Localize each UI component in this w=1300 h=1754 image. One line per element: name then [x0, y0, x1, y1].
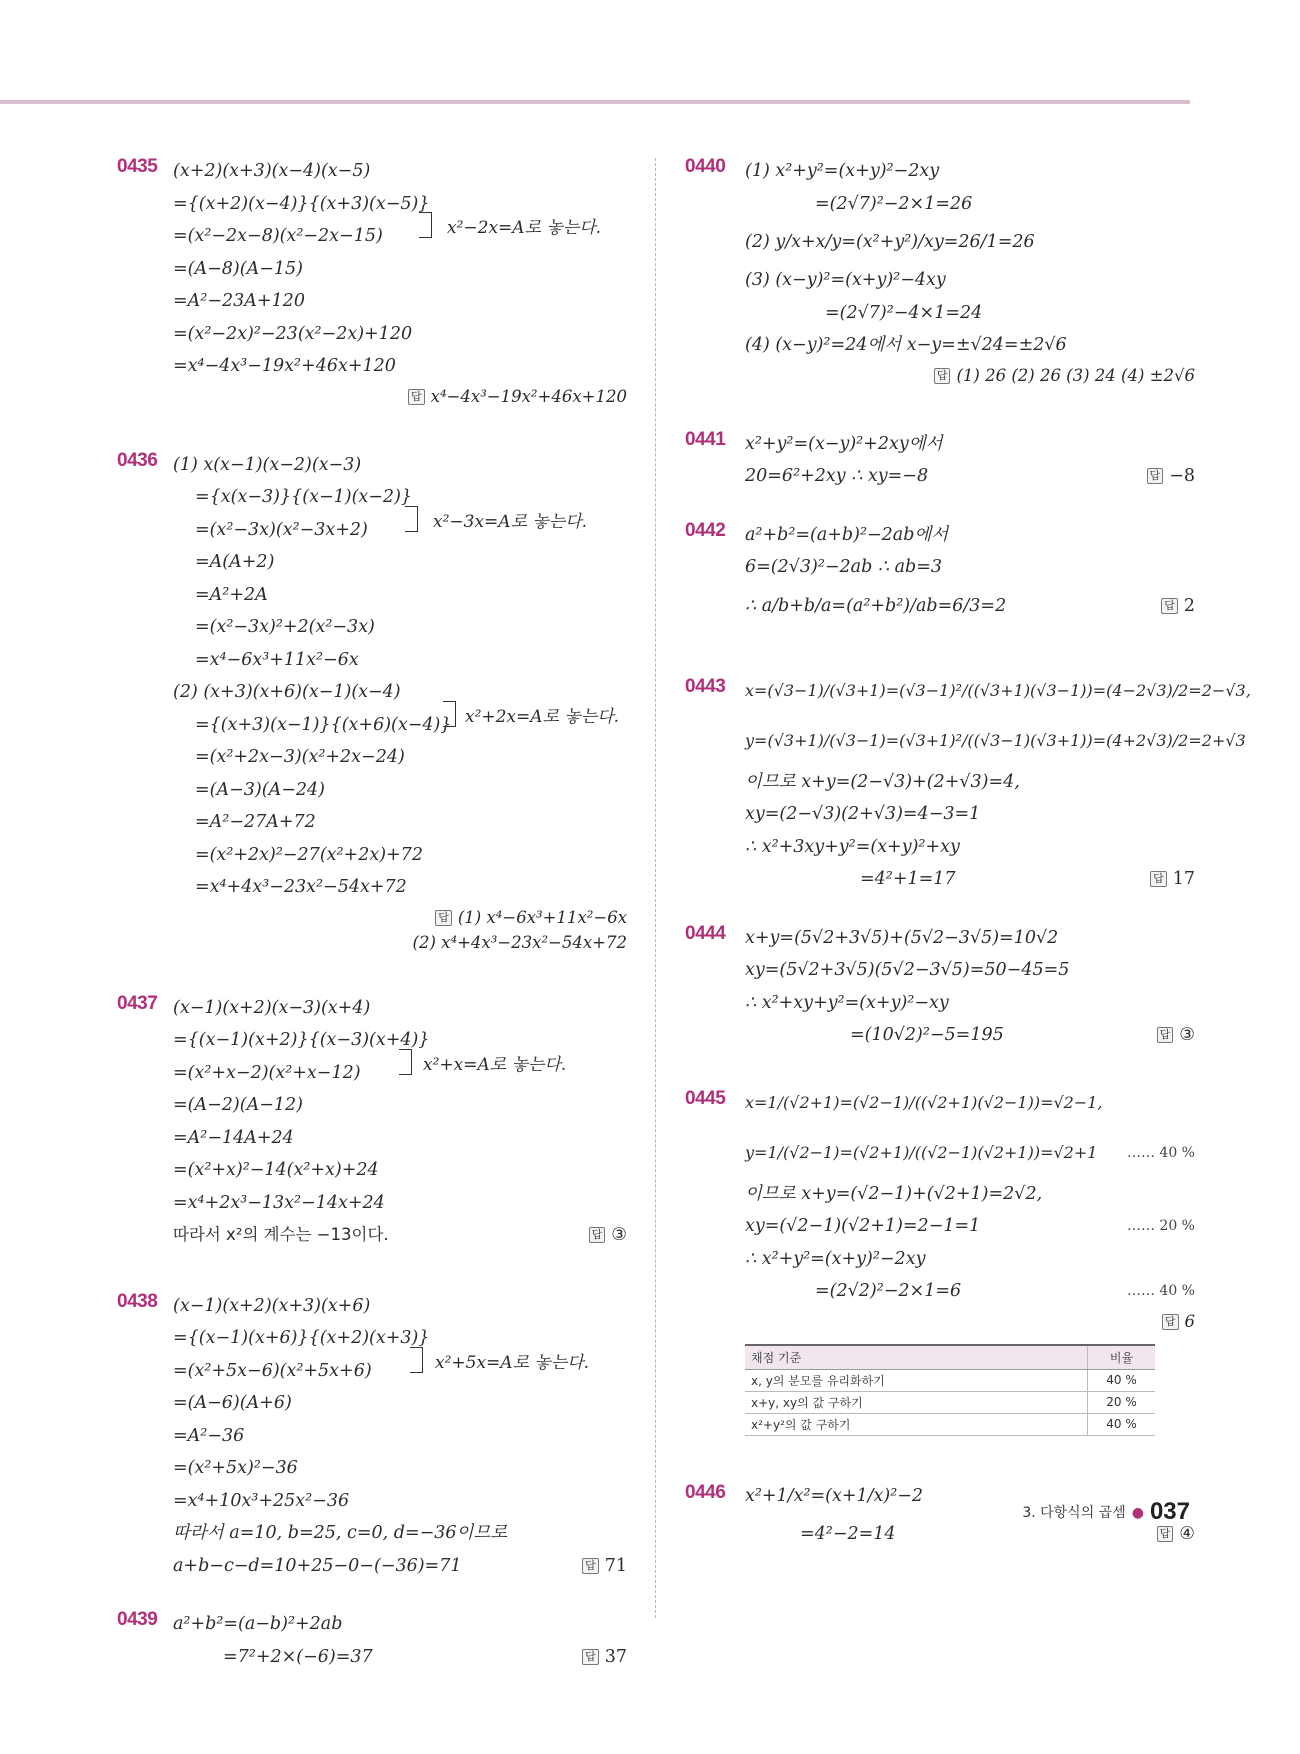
problem-number: 0446 — [685, 1481, 726, 1503]
solution-line: ={(x+2)(x−4)}{(x+3)(x−5)} — [173, 193, 430, 214]
solution-line: x=(√3−1)/(√3+1)=(√3−1)²/((√3+1)(√3−1))=(4−2√3)/2=2−√3, — [745, 680, 1251, 700]
solution-line: ={(x+3)(x−1)}{(x+6)(x−4)} — [195, 714, 452, 735]
solution-line — [745, 1128, 1195, 1178]
solution-text: ∴ a/b+b/a=(a²+b²)/ab=6/3=2 — [745, 595, 1007, 616]
solution-line: (2) (x+3)(x+6)(x−1)(x−4) — [173, 682, 401, 702]
substitution-note: x²+5x=A로 놓는다. — [435, 1352, 590, 1373]
scoring-header: 채점 기준 — [745, 1345, 1088, 1370]
answer-value: x⁴−4x³−19x²+46x+120 — [430, 386, 627, 406]
solution-line: =(x²−2x−8)(x²−2x−15) — [173, 226, 383, 246]
problem-0435 — [117, 155, 627, 411]
solution-line: ∴ x²+xy+y²=(x+y)²−xy — [745, 992, 949, 1013]
solution-line — [745, 1210, 1195, 1243]
answer-line — [117, 932, 627, 954]
solution-line: ∴ x²+y²=(x+y)²−2xy — [745, 1248, 926, 1269]
answer-tag: 답 — [589, 1227, 606, 1243]
solution-line: =(A−2)(A−12) — [173, 1095, 303, 1115]
problem-0439 — [117, 1608, 627, 1673]
solution-line: =(x²+x−2)(x²+x−12) — [173, 1062, 361, 1083]
problem-0438 — [117, 1290, 627, 1583]
table-row — [745, 1369, 1155, 1391]
conclusion-text: a+b−c−d=10+25−0−(−36)=71 — [173, 1555, 462, 1576]
substitution-note: x²+2x=A로 놓는다. — [465, 706, 620, 727]
problem-0443 — [685, 666, 1251, 896]
problem-0441 — [685, 428, 1195, 493]
solution-text: =4²+1=17 — [860, 869, 956, 889]
solution-line: =A²−14A+24 — [173, 1127, 294, 1148]
problem-number: 0435 — [117, 156, 158, 177]
scoring-header: 비율 — [1088, 1345, 1156, 1370]
solution-line — [745, 584, 1195, 628]
solution-text: =(2√2)²−2×1=6 — [815, 1281, 962, 1301]
solution-line: =(2√7)²−4×1=24 — [825, 302, 983, 323]
solution-line: (x−1)(x+2)(x−3)(x+4) — [173, 997, 371, 1018]
solution-text: 20=6²+2xy ∴ xy=−8 — [745, 466, 929, 486]
answer-line — [117, 383, 627, 411]
solution-text: xy=(√2−1)(√2+1)=2−1=1 — [745, 1216, 981, 1236]
bullet-icon: ● — [1131, 1505, 1144, 1521]
problem-number: 0440 — [685, 156, 726, 177]
solution-line: =(A−8)(A−15) — [173, 258, 303, 279]
answer-tag: 답 — [408, 389, 425, 405]
solution-line: =x⁴+4x³−23x²−54x+72 — [195, 877, 407, 897]
left-column — [117, 155, 627, 1673]
answer-value: 37 — [604, 1646, 627, 1667]
scoring-criterion: x+y, xy의 값 구하기 — [745, 1391, 1088, 1413]
solution-text: =4²−2=14 — [800, 1523, 896, 1544]
solution-line: (1) x(x−1)(x−2)(x−3) — [173, 454, 362, 475]
answer-line — [685, 362, 1195, 390]
table-row — [745, 1391, 1155, 1413]
header-rule — [0, 100, 1190, 104]
solution-line: =(x²+2x)²−27(x²+2x)+72 — [195, 844, 423, 865]
answer-value: ④ — [1179, 1523, 1195, 1544]
answer-tag: 답 — [435, 910, 452, 926]
substitution-bracket — [443, 701, 456, 727]
answer-tag: 답 — [934, 368, 951, 384]
solution-line: =(A−3)(A−24) — [195, 779, 325, 800]
answer-line — [745, 1308, 1195, 1336]
answer-tag: 답 — [582, 1558, 599, 1574]
problem-number: 0445 — [685, 1087, 726, 1109]
solution-text: =7²+2×(−6)=37 — [223, 1646, 373, 1667]
solution-line: 이므로 x+y=(√2−1)+(√2+1)=2√2, — [745, 1183, 1043, 1204]
answer-value: ③ — [1179, 1025, 1195, 1045]
score-percent: …… 20 % — [1126, 1218, 1195, 1234]
answer-value: (2) x⁴+4x³−23x²−54x+72 — [412, 932, 627, 952]
solution-line: xy=(5√2+3√5)(5√2−3√5)=50−45=5 — [745, 960, 1070, 980]
solution-line: =A²−23A+120 — [173, 291, 305, 311]
solution-line: (x+2)(x+3)(x−4)(x−5) — [173, 161, 371, 181]
answer-value: (1) x⁴−6x³+11x²−6x — [457, 907, 627, 927]
substitution-bracket — [399, 1049, 412, 1075]
problem-number: 0437 — [117, 992, 158, 1014]
solution-line: (2) y/x+x/y=(x²+y²)/xy=26/1=26 — [745, 232, 1035, 252]
answer-tag: 답 — [1162, 1314, 1179, 1330]
solution-line: =(x²−3x)(x²−3x+2) — [195, 519, 368, 540]
problem-number: 0439 — [117, 1609, 158, 1630]
solution-text: y=1/(√2−1)=(√2+1)/((√2−1)(√2+1))=√2+1 — [745, 1142, 1098, 1162]
scoring-criterion: x²+y²의 값 구하기 — [745, 1413, 1088, 1435]
solution-line — [173, 1219, 627, 1252]
solution-line: =(x²−3x)²+2(x²−3x) — [195, 617, 375, 637]
substitution-note: x²+x=A로 놓는다. — [423, 1054, 567, 1075]
solution-line: =x⁴−4x³−19x²+46x+120 — [173, 356, 396, 376]
solution-line: ∴ x²+3xy+y²=(x+y)²+xy — [745, 836, 960, 857]
answer-value: ③ — [611, 1225, 627, 1245]
solution-line: ={x(x−3)}{(x−1)(x−2)} — [195, 487, 413, 507]
score-percent: …… 40 % — [1126, 1283, 1195, 1299]
answer-tag: 답 — [1150, 871, 1167, 887]
answer-value: 6 — [1184, 1311, 1195, 1331]
solution-line — [745, 460, 1195, 493]
solution-line: =(2√7)²−2×1=26 — [815, 193, 973, 214]
solution-line: =x⁴−6x³+11x²−6x — [195, 649, 359, 670]
chapter-title: 3. 다항식의 곱셈 — [1022, 1505, 1126, 1521]
solution-line: =(x²+2x−3)(x²+2x−24) — [195, 747, 405, 767]
solution-line: =A²−27A+72 — [195, 812, 316, 832]
solution-line: =(x²+5x−6)(x²+5x+6) — [173, 1360, 372, 1381]
substitution-bracket — [419, 212, 432, 238]
solution-line: (1) x²+y²=(x+y)²−2xy — [745, 161, 940, 181]
solution-line — [745, 1019, 1195, 1052]
answer-tag: 답 — [1157, 1027, 1174, 1043]
answer-value: (1) 26 (2) 26 (3) 24 (4) ±2√6 — [956, 365, 1195, 385]
solution-line: x²+y²=(x−y)²+2xy에서 — [745, 433, 943, 454]
solution-line: 이므로 x+y=(2−√3)+(2+√3)=4, — [745, 771, 1020, 792]
solution-line: =A²+2A — [195, 584, 268, 605]
solution-line: =A²−36 — [173, 1425, 245, 1446]
problem-number: 0443 — [685, 675, 726, 697]
page-number: 037 — [1149, 1498, 1190, 1525]
problem-0437 — [117, 992, 627, 1252]
table-row — [745, 1413, 1155, 1435]
problem-0444 — [685, 922, 1195, 1052]
scoring-ratio: 20 % — [1088, 1391, 1156, 1413]
solution-line — [173, 1550, 627, 1583]
page-footer — [1022, 1498, 1190, 1526]
solution-line: 6=(2√3)²−2ab ∴ ab=3 — [745, 557, 943, 577]
solution-text: =(10√2)²−5=195 — [850, 1025, 1004, 1045]
answer-tag: 답 — [582, 1649, 599, 1665]
solution-line: (4) (x−y)²=24에서 x−y=±√24=±2√6 — [745, 335, 1067, 355]
problem-0445 — [685, 1078, 1195, 1436]
solution-line: 따라서 a=10, b=25, c=0, d=−36이므로 — [173, 1523, 508, 1543]
column-divider — [655, 158, 656, 1618]
answer-value: −8 — [1169, 466, 1195, 486]
solution-line: ={(x−1)(x+6)}{(x+2)(x+3)} — [173, 1328, 430, 1348]
problem-number: 0441 — [685, 428, 726, 450]
answer-value: 17 — [1172, 869, 1195, 889]
substitution-bracket — [410, 1347, 423, 1373]
solution-line: =x⁴+10x³+25x²−36 — [173, 1490, 350, 1511]
solution-line: =x⁴+2x³−13x²−14x+24 — [173, 1192, 385, 1213]
conclusion-text: 따라서 x²의 계수는 −13이다. — [173, 1225, 389, 1244]
problem-0436 — [117, 449, 627, 954]
score-percent: …… 40 % — [1126, 1144, 1195, 1161]
solution-line: x+y=(5√2+3√5)+(5√2−3√5)=10√2 — [745, 927, 1059, 948]
answer-line — [117, 904, 627, 932]
substitution-note: x²−2x=A로 놓는다. — [447, 218, 602, 238]
solution-line: a²+b²=(a+b)²−2ab에서 — [745, 524, 949, 545]
solution-line: =(A−6)(A+6) — [173, 1393, 292, 1413]
solution-line: =(x²+5x)²−36 — [173, 1458, 298, 1478]
scoring-ratio: 40 % — [1088, 1369, 1156, 1391]
scoring-criterion: x, y의 분모를 유리화하기 — [745, 1369, 1088, 1391]
problem-0440 — [685, 155, 1195, 390]
answer-value: 2 — [1183, 595, 1195, 616]
answer-value: 71 — [604, 1555, 627, 1576]
solution-line: =(x²−2x)²−23(x²−2x)+120 — [173, 323, 413, 344]
solution-line: a²+b²=(a−b)²+2ab — [173, 1614, 343, 1634]
solution-line: xy=(2−√3)(2+√3)=4−3=1 — [745, 804, 981, 824]
problem-number: 0436 — [117, 449, 158, 471]
solution-line — [173, 1641, 627, 1674]
solution-line: ={(x−1)(x+2)}{(x−3)(x+4)} — [173, 1030, 430, 1050]
scoring-ratio: 40 % — [1088, 1413, 1156, 1435]
substitution-bracket — [405, 506, 418, 532]
problem-number: 0438 — [117, 1290, 158, 1312]
answer-tag: 답 — [1161, 598, 1178, 614]
solution-line: (x−1)(x+2)(x+3)(x+6) — [173, 1295, 371, 1316]
scoring-table — [745, 1344, 1155, 1436]
right-column — [685, 155, 1251, 1550]
solution-line: =(x²+x)²−14(x²+x)+24 — [173, 1160, 379, 1180]
problem-number: 0444 — [685, 922, 726, 944]
answer-tag: 답 — [1147, 468, 1164, 484]
solution-line: x=1/(√2+1)=(√2−1)/((√2+1)(√2−1))=√2−1, — [745, 1092, 1103, 1112]
solution-line — [745, 1275, 1195, 1308]
solution-line: (3) (x−y)²=(x+y)²−4xy — [745, 270, 946, 290]
solution-line: x²+1/x²=(x+1/x)²−2 — [745, 1485, 924, 1506]
answer-tag: 답 — [1157, 1526, 1174, 1542]
solution-line: y=(√3+1)/(√3−1)=(√3+1)²/((√3−1)(√3+1))=(4+2√3)/2=2+√3 — [745, 730, 1246, 750]
problem-number: 0442 — [685, 519, 726, 541]
problem-0442 — [685, 519, 1195, 628]
solution-line — [745, 863, 1195, 896]
substitution-note: x²−3x=A로 놓는다. — [433, 511, 588, 532]
solution-line: =A(A+2) — [195, 552, 275, 572]
